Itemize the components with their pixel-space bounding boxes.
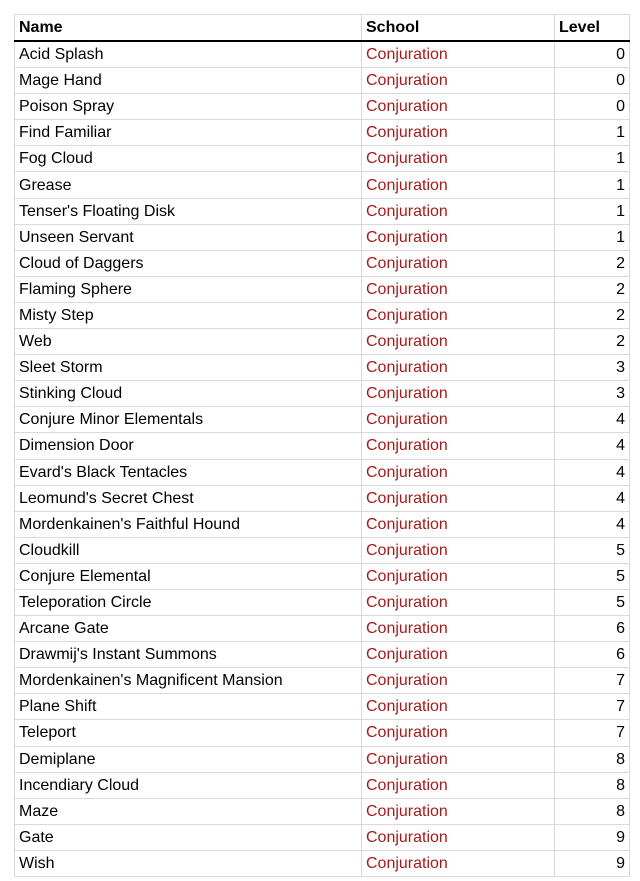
- cell-school[interactable]: Conjuration: [362, 381, 555, 407]
- cell-name[interactable]: Dimension Door: [15, 433, 362, 459]
- cell-school[interactable]: Conjuration: [362, 850, 555, 876]
- cell-name[interactable]: Sleet Storm: [15, 355, 362, 381]
- cell-level[interactable]: 1: [555, 224, 630, 250]
- cell-school[interactable]: Conjuration: [362, 329, 555, 355]
- column-header-school[interactable]: School: [362, 15, 555, 42]
- spreadsheet: [14, 14, 629, 877]
- column-header-level[interactable]: Level: [555, 15, 630, 42]
- cell-level[interactable]: 1: [555, 146, 630, 172]
- cell-level[interactable]: 0: [555, 68, 630, 94]
- table-row: [15, 563, 630, 589]
- cell-name[interactable]: Find Familiar: [15, 120, 362, 146]
- cell-school[interactable]: Conjuration: [362, 485, 555, 511]
- cell-level[interactable]: 0: [555, 41, 630, 68]
- cell-name[interactable]: Conjure Elemental: [15, 563, 362, 589]
- cell-level[interactable]: 6: [555, 616, 630, 642]
- header-row: [15, 15, 630, 42]
- table-row: [15, 694, 630, 720]
- table-row: [15, 511, 630, 537]
- cell-level[interactable]: 3: [555, 381, 630, 407]
- cell-school[interactable]: Conjuration: [362, 172, 555, 198]
- table-row: [15, 41, 630, 68]
- table-row: [15, 302, 630, 328]
- cell-school[interactable]: Conjuration: [362, 798, 555, 824]
- cell-level[interactable]: 2: [555, 302, 630, 328]
- cell-name[interactable]: Teleporation Circle: [15, 589, 362, 615]
- cell-level[interactable]: 4: [555, 511, 630, 537]
- cell-name[interactable]: Mordenkainen's Faithful Hound: [15, 511, 362, 537]
- table-row: [15, 120, 630, 146]
- cell-name[interactable]: Incendiary Cloud: [15, 772, 362, 798]
- cell-name[interactable]: Plane Shift: [15, 694, 362, 720]
- cell-level[interactable]: 7: [555, 694, 630, 720]
- cell-level[interactable]: 1: [555, 198, 630, 224]
- cell-level[interactable]: 1: [555, 172, 630, 198]
- cell-name[interactable]: Flaming Sphere: [15, 276, 362, 302]
- cell-name[interactable]: Teleport: [15, 720, 362, 746]
- cell-name[interactable]: Poison Spray: [15, 94, 362, 120]
- cell-school[interactable]: Conjuration: [362, 720, 555, 746]
- table-row: [15, 172, 630, 198]
- cell-school[interactable]: Conjuration: [362, 276, 555, 302]
- cell-level[interactable]: 5: [555, 589, 630, 615]
- table-row: [15, 407, 630, 433]
- cell-school[interactable]: Conjuration: [362, 589, 555, 615]
- cell-school[interactable]: Conjuration: [362, 668, 555, 694]
- cell-school[interactable]: Conjuration: [362, 694, 555, 720]
- table-row: [15, 276, 630, 302]
- cell-school[interactable]: Conjuration: [362, 250, 555, 276]
- cell-school[interactable]: Conjuration: [362, 198, 555, 224]
- cell-school[interactable]: Conjuration: [362, 746, 555, 772]
- table-row: [15, 329, 630, 355]
- cell-name[interactable]: Mage Hand: [15, 68, 362, 94]
- cell-school[interactable]: Conjuration: [362, 120, 555, 146]
- cell-name[interactable]: Misty Step: [15, 302, 362, 328]
- cell-school[interactable]: Conjuration: [362, 94, 555, 120]
- cell-name[interactable]: Cloudkill: [15, 537, 362, 563]
- table-row: [15, 433, 630, 459]
- cell-name[interactable]: Demiplane: [15, 746, 362, 772]
- column-header-name[interactable]: Name: [15, 15, 362, 42]
- table-row: [15, 746, 630, 772]
- cell-school[interactable]: Conjuration: [362, 772, 555, 798]
- cell-school[interactable]: Conjuration: [362, 355, 555, 381]
- cell-name[interactable]: Drawmij's Instant Summons: [15, 642, 362, 668]
- table-row: [15, 355, 630, 381]
- table-row: [15, 589, 630, 615]
- cell-school[interactable]: Conjuration: [362, 824, 555, 850]
- cell-school[interactable]: Conjuration: [362, 433, 555, 459]
- cell-level[interactable]: 1: [555, 120, 630, 146]
- cell-level[interactable]: 6: [555, 642, 630, 668]
- table-row: [15, 68, 630, 94]
- table-row: [15, 485, 630, 511]
- cell-school[interactable]: Conjuration: [362, 642, 555, 668]
- cell-level[interactable]: 5: [555, 563, 630, 589]
- cell-level[interactable]: 4: [555, 485, 630, 511]
- spell-table: [14, 14, 630, 877]
- cell-level[interactable]: 2: [555, 329, 630, 355]
- cell-level[interactable]: 4: [555, 433, 630, 459]
- cell-level[interactable]: 9: [555, 824, 630, 850]
- table-row: [15, 798, 630, 824]
- cell-name[interactable]: Conjure Minor Elementals: [15, 407, 362, 433]
- cell-name[interactable]: Cloud of Daggers: [15, 250, 362, 276]
- cell-name[interactable]: Mordenkainen's Magnificent Mansion: [15, 668, 362, 694]
- table-row: [15, 850, 630, 876]
- cell-level[interactable]: 3: [555, 355, 630, 381]
- cell-level[interactable]: 8: [555, 746, 630, 772]
- cell-level[interactable]: 2: [555, 276, 630, 302]
- table-row: [15, 824, 630, 850]
- table-row: [15, 616, 630, 642]
- table-row: [15, 146, 630, 172]
- table-row: [15, 720, 630, 746]
- table-row: [15, 459, 630, 485]
- cell-name[interactable]: Wish: [15, 850, 362, 876]
- cell-school[interactable]: Conjuration: [362, 616, 555, 642]
- cell-level[interactable]: 8: [555, 798, 630, 824]
- table-row: [15, 224, 630, 250]
- cell-name[interactable]: Grease: [15, 172, 362, 198]
- table-row: [15, 642, 630, 668]
- cell-level[interactable]: 4: [555, 459, 630, 485]
- table-row: [15, 381, 630, 407]
- cell-name[interactable]: Fog Cloud: [15, 146, 362, 172]
- cell-school[interactable]: Conjuration: [362, 459, 555, 485]
- cell-school[interactable]: Conjuration: [362, 146, 555, 172]
- cell-school[interactable]: Conjuration: [362, 511, 555, 537]
- cell-name[interactable]: Maze: [15, 798, 362, 824]
- table-row: [15, 668, 630, 694]
- cell-level[interactable]: 4: [555, 407, 630, 433]
- cell-name[interactable]: Acid Splash: [15, 41, 362, 68]
- cell-name[interactable]: Arcane Gate: [15, 616, 362, 642]
- table-row: [15, 537, 630, 563]
- table-row: [15, 198, 630, 224]
- cell-school[interactable]: Conjuration: [362, 537, 555, 563]
- cell-level[interactable]: 7: [555, 668, 630, 694]
- cell-school[interactable]: Conjuration: [362, 563, 555, 589]
- cell-level[interactable]: 0: [555, 94, 630, 120]
- cell-name[interactable]: Tenser's Floating Disk: [15, 198, 362, 224]
- cell-name[interactable]: Gate: [15, 824, 362, 850]
- table-row: [15, 772, 630, 798]
- cell-name[interactable]: Leomund's Secret Chest: [15, 485, 362, 511]
- cell-level[interactable]: 5: [555, 537, 630, 563]
- cell-name[interactable]: Stinking Cloud: [15, 381, 362, 407]
- cell-level[interactable]: 8: [555, 772, 630, 798]
- cell-level[interactable]: 9: [555, 850, 630, 876]
- cell-school[interactable]: Conjuration: [362, 41, 555, 68]
- cell-name[interactable]: Web: [15, 329, 362, 355]
- cell-school[interactable]: Conjuration: [362, 68, 555, 94]
- cell-name[interactable]: Evard's Black Tentacles: [15, 459, 362, 485]
- cell-school[interactable]: Conjuration: [362, 407, 555, 433]
- cell-school[interactable]: Conjuration: [362, 302, 555, 328]
- cell-level[interactable]: 2: [555, 250, 630, 276]
- table-row: [15, 94, 630, 120]
- table-row: [15, 250, 630, 276]
- cell-school[interactable]: Conjuration: [362, 224, 555, 250]
- cell-level[interactable]: 7: [555, 720, 630, 746]
- cell-name[interactable]: Unseen Servant: [15, 224, 362, 250]
